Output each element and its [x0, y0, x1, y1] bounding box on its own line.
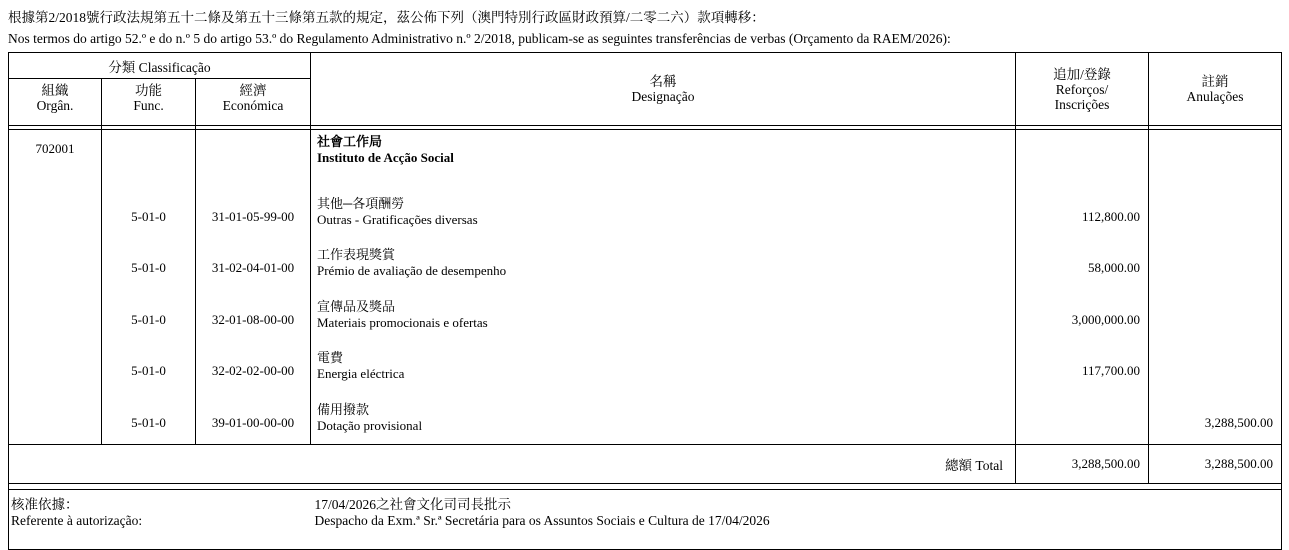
item-name-cn: 其他─各項酬勞 — [317, 195, 405, 211]
item-designation — [311, 238, 1016, 290]
annulment-header-pt: Anulações — [1186, 89, 1244, 104]
reinforcement-header-pt1: Reforços/ — [1055, 81, 1109, 97]
annulment-amount: 3,288,500.00 — [1149, 392, 1282, 444]
organization-code: 702001 — [9, 130, 102, 187]
total-row — [9, 444, 1282, 483]
item-designation — [311, 392, 1016, 444]
item-name-pt: Energia eléctrica — [317, 366, 405, 382]
organic-header-pt: Orgân. — [36, 98, 74, 113]
item-name-pt: Dotação provisional — [317, 417, 423, 433]
authorization-label-cn: 核准依據： — [11, 496, 79, 512]
authorization-label-pt: Referente à autorização: — [11, 512, 143, 528]
annulment-amount — [1149, 341, 1282, 393]
economic-code: 32-02-02-00-00 — [196, 341, 311, 393]
table-row — [9, 186, 1282, 238]
total-annulment: 3,288,500.00 — [1149, 444, 1282, 483]
functional-code: 5-01-0 — [102, 289, 196, 341]
organization-name — [311, 130, 1016, 187]
designation-header-cn: 名稱 — [649, 74, 677, 89]
intro-portuguese: Nos termos do artigo 52.º e do n.º 5 do artigo 53.º do Regulamento Administrativo n.º 2/2018, publicam-se as seguintes transferências de verbas (Orçamento da RAEM/2026): — [8, 31, 951, 46]
item-name-cn: 宣傳品及獎品 — [317, 298, 396, 314]
annulment-amount — [1149, 289, 1282, 341]
economic-code: 39-01-00-00-00 — [196, 392, 311, 444]
economic-header-cn: 經濟 — [239, 83, 267, 98]
total-label: 總額 Total — [9, 444, 1016, 483]
item-name-pt: Outras - Gratificações diversas — [317, 211, 478, 227]
economic-code: 31-02-04-01-00 — [196, 238, 311, 290]
table-row — [9, 392, 1282, 444]
item-designation — [311, 186, 1016, 238]
economic-code: 31-01-05-99-00 — [196, 186, 311, 238]
reinforcement-amount: 112,800.00 — [1016, 186, 1149, 238]
functional-code: 5-01-0 — [102, 186, 196, 238]
organization-name-cn: 社會工作局 — [317, 134, 383, 149]
item-name-cn: 電費 — [317, 350, 344, 366]
reinforcement-amount: 58,000.00 — [1016, 238, 1149, 290]
budget-transfer-table — [8, 52, 1282, 550]
item-name-cn: 備用撥款 — [317, 401, 370, 417]
economic-header — [196, 79, 311, 126]
authorization-value-cn: 17/04/2026之社會文化司司長批示 — [314, 496, 512, 512]
reinforcement-header — [1016, 53, 1149, 126]
reinforcement-header-pt2: Inscrições — [1054, 96, 1110, 112]
classification-header: 分類 Classificação — [9, 53, 311, 79]
organic-header — [9, 79, 102, 126]
authorization-value-pt: Despacho da Exm.ª Sr.ª Secretária para os Assuntos Sociais e Cultura de 17/04/2026 — [314, 512, 770, 528]
functional-code: 5-01-0 — [102, 341, 196, 393]
item-designation — [311, 289, 1016, 341]
table-row — [9, 341, 1282, 393]
functional-header — [102, 79, 196, 126]
functional-header-cn: 功能 — [135, 83, 162, 98]
total-reinforcement: 3,288,500.00 — [1016, 444, 1149, 483]
authorization-label — [9, 489, 311, 549]
functional-code: 5-01-0 — [102, 392, 196, 444]
reinforcement-amount — [1016, 392, 1149, 444]
reinforcement-amount: 117,700.00 — [1016, 341, 1149, 393]
designation-header — [311, 53, 1016, 126]
organization-row — [9, 130, 1282, 187]
annulment-header — [1149, 53, 1282, 126]
economic-code: 32-01-08-00-00 — [196, 289, 311, 341]
annulment-header-cn: 註銷 — [1201, 74, 1229, 89]
authorization-value — [311, 489, 1282, 549]
functional-header-pt: Func. — [133, 98, 164, 113]
item-name-pt: Prémio de avaliação de desempenho — [317, 263, 507, 279]
reinforcement-header-cn: 追加/登錄 — [1053, 66, 1111, 82]
item-name-cn: 工作表現獎賞 — [317, 247, 396, 263]
item-designation — [311, 341, 1016, 393]
economic-header-pt: Económica — [222, 98, 284, 113]
organic-header-cn: 組織 — [41, 83, 69, 98]
reinforcement-amount: 3,000,000.00 — [1016, 289, 1149, 341]
item-name-pt: Materiais promocionais e ofertas — [317, 314, 488, 330]
organization-name-pt: Instituto de Acção Social — [317, 150, 454, 165]
functional-code: 5-01-0 — [102, 238, 196, 290]
annulment-amount — [1149, 186, 1282, 238]
designation-header-pt: Designação — [631, 89, 695, 104]
table-row — [9, 289, 1282, 341]
annulment-amount — [1149, 238, 1282, 290]
authorization-row — [9, 489, 1282, 549]
table-row — [9, 238, 1282, 290]
intro-chinese: 根據第2/2018號行政法規第五十二條及第五十三條第五款的規定，茲公佈下列（澳門特別行政區財政預算/二零二六）款項轉移： — [8, 10, 765, 25]
